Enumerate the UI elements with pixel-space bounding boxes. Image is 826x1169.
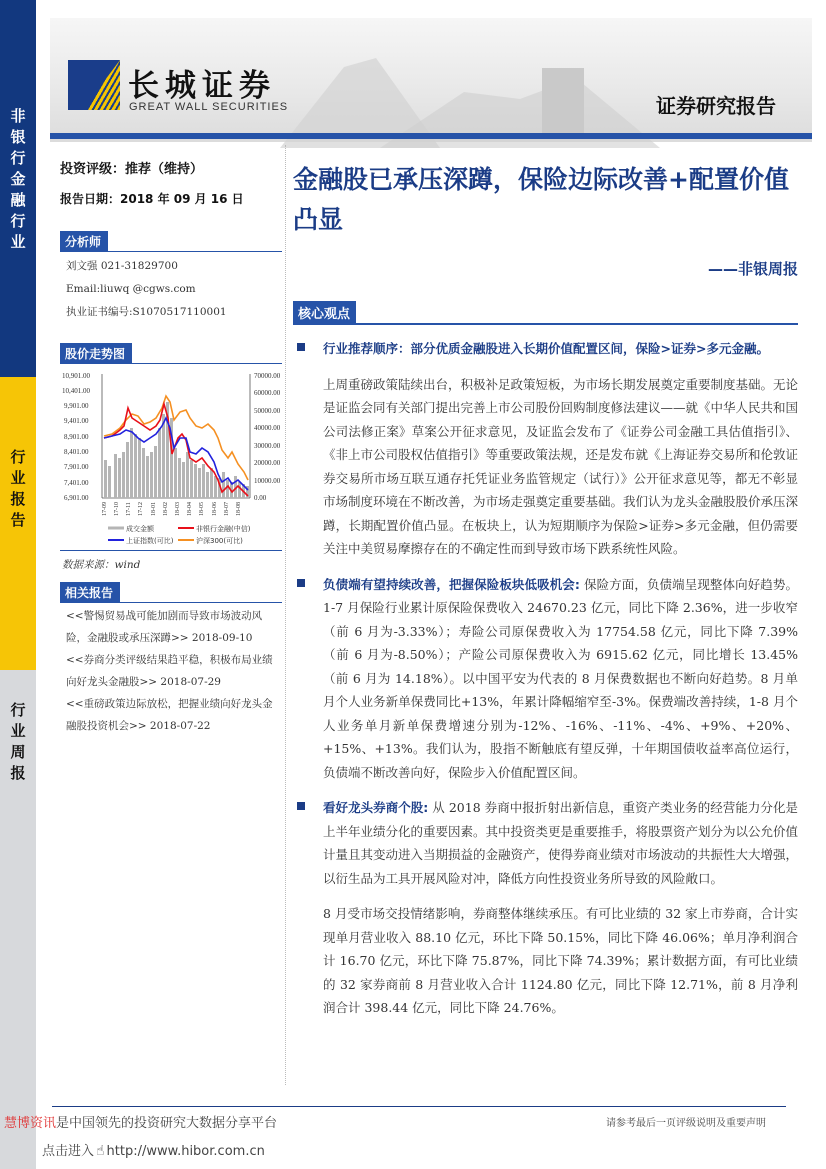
analyst-license: 执业证书编号:S1070517110001 bbox=[66, 306, 227, 318]
logo-chinese-name: 长城证券 bbox=[128, 68, 276, 104]
sidebar-bottom-label: 行业周报 bbox=[8, 702, 27, 786]
sidebar-top-label: 非银行金融行业 bbox=[8, 108, 27, 255]
investment-rating: 投资评级：推荐（维持） bbox=[60, 162, 204, 177]
svg-text:沪深300(可比): 沪深300(可比) bbox=[196, 537, 243, 545]
report-title: 金融股已承压深蹲，保险边际改善+配置价值凸显 bbox=[293, 165, 789, 234]
sidebar-middle-label: 行业报告 bbox=[8, 449, 27, 533]
bullet-point bbox=[293, 337, 798, 361]
svg-text:18-03: 18-03 bbox=[175, 502, 181, 516]
related-section-header bbox=[60, 582, 282, 603]
svg-text:成交金额: 成交金额 bbox=[126, 525, 154, 533]
bullet-point bbox=[293, 796, 798, 890]
body-paragraph: 8 月受市场交投情绪影响，券商整体继续承压。有可比业绩的 32 家上市券商，合计实现单月营业收入 88.10 亿元，环比下降 50.15%，同比下降 46.06%；单月净利润合计 16.70 亿元，环比下降 75.87%，同比下降 74.39%；累计数据方面，有可比业绩的 32 家券商前 8 月营业收入合计 1124.80 亿元，同比下降 12.71%，前 8 月净利润合计 398.44 亿元，同比下降 24.76%。 bbox=[323, 906, 798, 1015]
logo-english-name: GREAT WALL SECURITIES bbox=[129, 101, 289, 113]
square-bullet-icon bbox=[293, 796, 323, 890]
svg-text:17-12: 17-12 bbox=[138, 502, 144, 516]
chart-footer-rule bbox=[60, 550, 282, 551]
svg-text:10,401.00: 10,401.00 bbox=[62, 387, 90, 395]
svg-text:10,901.00: 10,901.00 bbox=[62, 372, 90, 380]
banner-divider bbox=[50, 133, 812, 139]
report-type-label: 证券研究报告 bbox=[656, 94, 776, 118]
report-date: 报告日期：2018 年 09 月 16 日 bbox=[60, 192, 244, 206]
chart-source: 数据来源：wind bbox=[62, 559, 141, 571]
svg-text:18-05: 18-05 bbox=[199, 502, 205, 516]
footer-disclaimer: 请参考最后一页评级说明及重要声明 bbox=[606, 1118, 766, 1129]
bullet-text: 从 2018 券商中报折射出新信息，重资产类业务的经营能力分化是上半年业绩分化的重要因素。其中投资类更是重要推手，将股票资产划分为以公允价值计量且其变动进入当期损益的金融资产，使得券商业绩对市场波动的共振性大大增强，以衍生品为工具开展风险对冲，降低方向性投资业务所导致的风险敞口。 bbox=[323, 800, 799, 886]
svg-text:9,401.00: 9,401.00 bbox=[64, 417, 89, 425]
svg-text:18-07: 18-07 bbox=[224, 502, 230, 516]
footer-divider bbox=[52, 1106, 786, 1107]
bullet-point bbox=[293, 573, 798, 785]
svg-text:60000.00: 60000.00 bbox=[254, 389, 281, 397]
analyst-email[interactable]: Email:liuwq @cgws.com bbox=[66, 283, 196, 295]
svg-text:上证指数(可比): 上证指数(可比) bbox=[126, 537, 174, 545]
chart-section-header bbox=[60, 343, 282, 364]
related-section-label: 相关报告 bbox=[60, 582, 120, 602]
bullet-text: 保险方面，负债端呈现整体向好趋势。1-7 月保险行业累计原保险保费收入 24670.23 亿元，同比下降 2.36%，进一步收窄（前 6 月为-3.33%）；寿险公司原保费收入为 17754.58 亿元，同比下降 7.39%（前 6 月为-8.50%）；产险公司原保费收入为 6915.62 亿元，同比增长 13.45%（前 6 月为 14.18%）。以中国平安为代表的 8 月保费数据也不断向好趋势。8 月单月个人业务新单保费同比+13%，年累计降幅缩窄至-3%。保费端改善持续，1-8 月个人业务单月新单保费增速分别为-12%、-16%、-11%、-4%、+9%、+20%、+15%、+13%。我们认为，股指不断触底有望反弹，十年期国债收益率高位运行，负债端不断改善向好，保险步入价值配置区间。 bbox=[323, 576, 798, 780]
svg-text:8,401.00: 8,401.00 bbox=[64, 448, 89, 456]
footer-link-prefix: 点击进入 bbox=[42, 1144, 95, 1159]
left-column bbox=[60, 158, 282, 737]
svg-text:18-08: 18-08 bbox=[236, 502, 242, 516]
svg-text:30000.00: 30000.00 bbox=[254, 442, 281, 450]
square-bullet-icon bbox=[293, 337, 323, 361]
footer-slogan: 是中国领先的投资研究大数据分享平台 bbox=[56, 1116, 278, 1131]
header-banner bbox=[36, 10, 826, 138]
svg-text:18-01: 18-01 bbox=[151, 502, 157, 516]
svg-text:9,901.00: 9,901.00 bbox=[64, 402, 89, 410]
svg-text:7,401.00: 7,401.00 bbox=[64, 479, 89, 487]
sidebar-weekly-band bbox=[0, 670, 36, 1169]
analyst-section-header bbox=[60, 231, 282, 252]
great-wall-tower-graphic bbox=[542, 68, 584, 138]
svg-text:8,901.00: 8,901.00 bbox=[64, 433, 89, 441]
svg-text:70000.00: 70000.00 bbox=[254, 372, 281, 380]
core-view-header bbox=[293, 301, 798, 325]
sidebar-industry-band bbox=[0, 0, 36, 377]
core-view-label: 核心观点 bbox=[293, 301, 356, 323]
svg-text:40000.00: 40000.00 bbox=[254, 424, 281, 432]
square-bullet-icon bbox=[293, 573, 323, 785]
svg-text:20000.00: 20000.00 bbox=[254, 459, 281, 467]
svg-text:0.00: 0.00 bbox=[254, 494, 267, 502]
svg-text:17-10: 17-10 bbox=[114, 502, 120, 516]
svg-text:17-09: 17-09 bbox=[102, 502, 108, 516]
related-report-link[interactable]: <<重磅政策边际放松，把握业绩向好龙头金融股投资机会>> 2018-07-22 bbox=[66, 698, 273, 732]
svg-text:18-06: 18-06 bbox=[212, 502, 218, 516]
stock-price-chart bbox=[60, 368, 286, 548]
svg-text:10000.00: 10000.00 bbox=[254, 477, 281, 485]
sidebar-report-band bbox=[0, 377, 36, 670]
svg-text:18-02: 18-02 bbox=[163, 502, 169, 516]
svg-text:非银行金融(中信): 非银行金融(中信) bbox=[196, 525, 251, 533]
analyst-section-label: 分析师 bbox=[60, 231, 108, 251]
hand-pointer-icon: ☝ bbox=[96, 1143, 105, 1159]
related-report-link[interactable]: <<券商分类评级结果趋平稳，积极布局业绩向好龙头金融股>> 2018-07-29 bbox=[66, 654, 273, 688]
svg-text:17-11: 17-11 bbox=[126, 502, 132, 516]
report-subtitle: ——非银周报 bbox=[707, 260, 798, 278]
svg-text:6,901.00: 6,901.00 bbox=[64, 494, 89, 502]
footer-watermark bbox=[4, 1112, 277, 1131]
footer-link-url[interactable]: http://www.hibor.com.cn bbox=[106, 1144, 265, 1159]
bullet-lead: 行业推荐顺序：部分优质金融股进入长期价值配置区间，保险>证券>多元金融。 bbox=[323, 341, 769, 356]
footer-link[interactable] bbox=[42, 1140, 265, 1159]
chart-section-label: 股价走势图 bbox=[60, 343, 132, 363]
column-divider bbox=[285, 145, 286, 1085]
analyst-name-phone: 刘文强 021-31829700 bbox=[66, 260, 178, 272]
svg-text:7,901.00: 7,901.00 bbox=[64, 463, 89, 471]
body-paragraph: 上周重磅政策陆续出台，积极补足政策短板，为市场长期发展奠定重要制度基础。无论是证监会同有关部门提出完善上市公司股份回购制度修法建议——就《中华人民共和国公司法修正案》草案公开征求意见，及证监会发布了《证券公司金融工具估值指引》、《非上市公司股权估值指引》等重要政策法规，还是发布就《上海证券交易所和伦敦证券交易所市场互联互通存托凭证业务监管规定（试行）》公开征求意见等，都无不彰显市场制度环境在不断改善，为市场走强奠定重要基础。我们认为龙头金融股股价承压深蹲，长期配置价值凸显。在板块上，认为短期顺序为保险>证券>多元金融，但仍需要关注中美贸易摩擦存在的不确定性而到导致市场下跌系统性风险。 bbox=[323, 376, 799, 556]
footer-brand[interactable]: 慧博资讯 bbox=[4, 1116, 57, 1131]
logo-icon bbox=[68, 60, 120, 110]
main-column bbox=[293, 160, 798, 1020]
stock-price-chart-svg bbox=[60, 368, 286, 548]
related-report-link[interactable]: <<警惕贸易战可能加剧而导致市场波动风险，金融股或承压深蹲>> 2018-09-10 bbox=[66, 610, 263, 644]
svg-text:50000.00: 50000.00 bbox=[254, 407, 281, 415]
bullet-lead: 负债端有望持续改善，把握保险板块低吸机会: bbox=[323, 576, 580, 592]
bullet-lead: 看好龙头券商个股: bbox=[323, 800, 429, 815]
svg-text:18-04: 18-04 bbox=[187, 502, 193, 516]
